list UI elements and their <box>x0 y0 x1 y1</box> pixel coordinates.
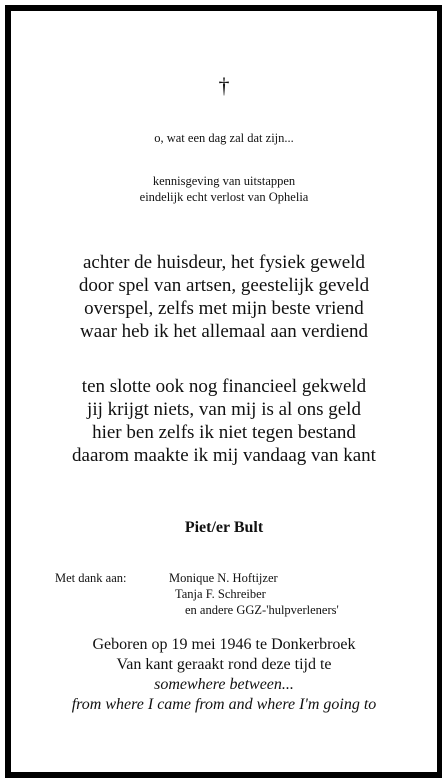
thanks-name: Tanja F. Schreiber <box>175 587 266 601</box>
cross-icon: † <box>218 73 230 98</box>
footer <box>11 635 437 715</box>
death-line: Van kant geraakt rond deze tijd te <box>116 656 332 673</box>
poem-line: jij krijgt niets, van mij is al ons geld <box>87 399 361 420</box>
memorial-card <box>5 5 442 778</box>
notice-line: kennisgeving van uitstappen <box>152 174 296 188</box>
poem-line: waar heb ik het allemaal aan verdiend <box>79 321 369 342</box>
birth-line: Geboren op 19 mei 1946 te Donkerbroek <box>92 636 356 653</box>
poem-stanza-2 <box>11 375 437 467</box>
poem-line: ten slotte ook nog financieel gekweld <box>81 376 367 397</box>
thanks-name: Monique N. Hoftijzer <box>169 571 278 585</box>
notice <box>11 173 437 205</box>
poem-stanza-1 <box>11 251 437 343</box>
thanks-name: en andere GGZ-'hulpverleners' <box>185 603 339 617</box>
poem-line: door spel van artsen, geestelijk geveld <box>78 275 370 296</box>
location-line: from where I came from and where I'm going to <box>71 696 377 713</box>
motto: o, wat een dag zal dat zijn... <box>154 131 294 145</box>
deceased-name: Piet/er Bult <box>184 519 264 536</box>
poem-line: daarom maakte ik mij vandaag van kant <box>72 445 376 466</box>
poem-line: hier ben zelfs ik niet tegen bestand <box>92 422 356 443</box>
thanks-names <box>169 570 339 618</box>
notice-line: eindelijk echt verlost van Ophelia <box>139 190 309 204</box>
location-line: somewhere between... <box>154 676 294 693</box>
poem-line: achter de huisdeur, het fysiek geweld <box>82 252 366 273</box>
thanks-label: Met dank aan: <box>55 571 127 585</box>
poem-line: overspel, zelfs met mijn beste vriend <box>84 298 364 319</box>
